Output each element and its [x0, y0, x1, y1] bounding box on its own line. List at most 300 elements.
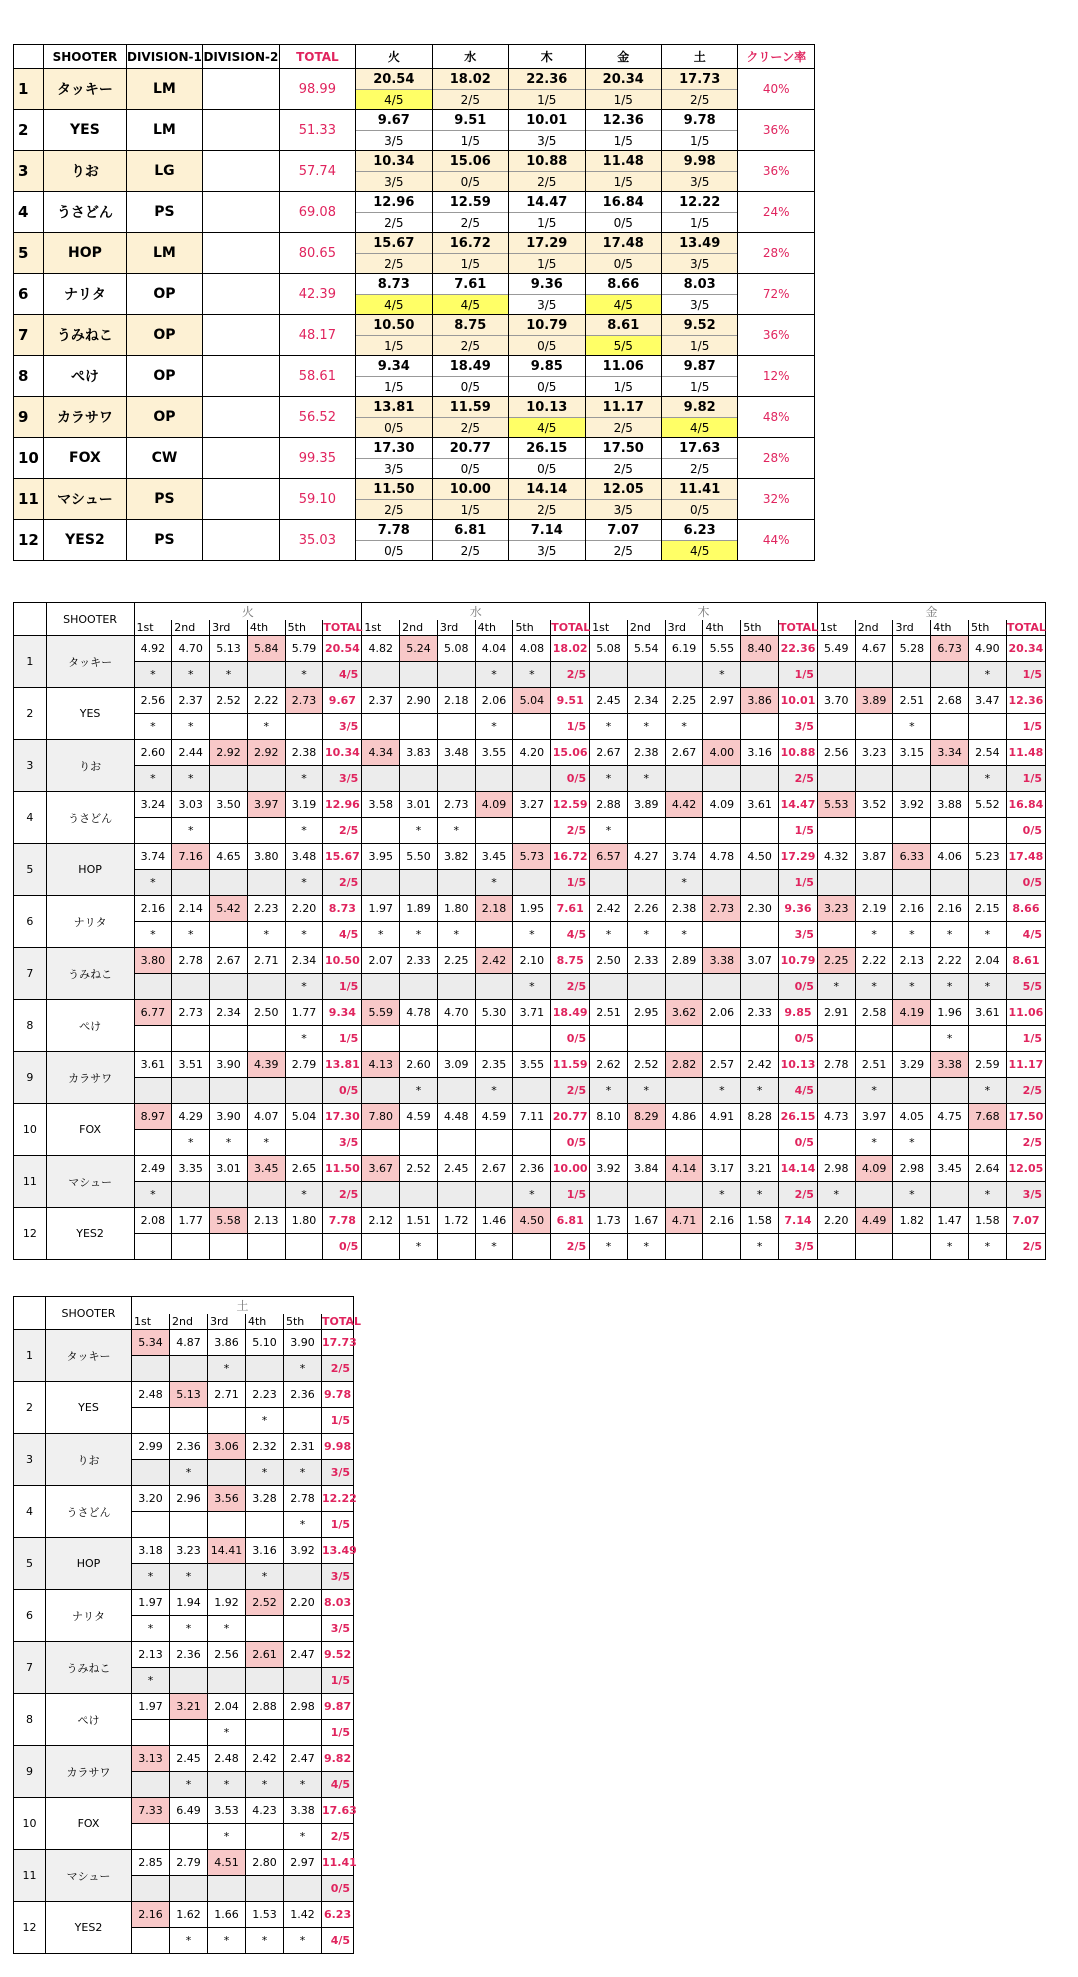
stage-time: 2.22: [247, 688, 285, 714]
stage-time: 2.34: [627, 688, 665, 714]
stage-clean-mark: [134, 818, 172, 844]
stage-time: 1.66: [208, 1902, 246, 1928]
stage-time: 4.86: [665, 1104, 703, 1130]
stage-clean-mark: [437, 974, 475, 1000]
day-clean: 3/5: [509, 131, 585, 151]
stage-clean-count: 2/5: [322, 1824, 354, 1850]
stage-clean-mark: [590, 870, 628, 896]
stage-clean-count: 1/5: [1006, 766, 1045, 792]
stage-time: 3.50: [210, 792, 248, 818]
stage-clean-mark: [475, 974, 513, 1000]
day-clean: 1/5: [585, 172, 661, 192]
stage-clean-mark: [741, 766, 779, 792]
stage-total-time: 7.07: [1006, 1208, 1045, 1234]
stage-clean-mark: *: [741, 1234, 779, 1260]
stage-time: 2.47: [284, 1642, 322, 1668]
stage-clean-mark: [246, 1512, 284, 1538]
stage-total-time: 20.77: [551, 1104, 590, 1130]
stage-label: 4th: [475, 620, 513, 636]
stage-clean-mark: *: [931, 1026, 969, 1052]
stage-clean-mark: *: [475, 714, 513, 740]
detail-rank: 4: [14, 1486, 46, 1538]
summary-row: [14, 438, 815, 459]
stage-clean-mark: *: [627, 714, 665, 740]
stage-clean-mark: [362, 1234, 400, 1260]
stage-clean-count: 2/5: [551, 1078, 590, 1104]
stage-clean-mark: [665, 662, 703, 688]
stage-time: 5.30: [475, 1000, 513, 1026]
stage-clean-mark: *: [969, 766, 1007, 792]
detail-row-times: [14, 844, 1046, 870]
stage-time: 3.88: [931, 792, 969, 818]
stage-clean-mark: *: [475, 662, 513, 688]
stage-time: 2.59: [969, 1052, 1007, 1078]
stage-time: 2.61: [246, 1642, 284, 1668]
stage-clean-count: 3/5: [779, 714, 818, 740]
stage-total-time: 8.66: [1006, 896, 1045, 922]
stage-time: 2.25: [665, 688, 703, 714]
detail-rank: 6: [14, 896, 47, 948]
stage-time: 5.28: [893, 636, 931, 662]
stage-time: 2.25: [437, 948, 475, 974]
stage-clean-mark: [362, 1026, 400, 1052]
stage-time: 4.14: [665, 1156, 703, 1182]
stage-clean-mark: *: [817, 1182, 855, 1208]
stage-time: 3.55: [475, 740, 513, 766]
stage-clean-mark: *: [627, 922, 665, 948]
stage-clean-mark: [931, 714, 969, 740]
day-clean: 4/5: [585, 295, 661, 315]
division-2: [203, 110, 279, 151]
rank: 6: [14, 274, 44, 315]
day-clean: 0/5: [509, 377, 585, 397]
stage-clean-mark: [362, 1078, 400, 1104]
detail-row-times: [14, 1590, 354, 1616]
detail-row-times: [14, 1382, 354, 1408]
stage-total-time: 9.85: [779, 1000, 818, 1026]
stage-time: 2.45: [437, 1156, 475, 1182]
stage-time: 1.67: [627, 1208, 665, 1234]
day-clean: 4/5: [356, 295, 432, 315]
detail-shooter-name: YES2: [46, 1208, 134, 1260]
day-clean: 2/5: [585, 541, 661, 561]
stage-time: 2.65: [285, 1156, 323, 1182]
day-clean: 2/5: [585, 418, 661, 438]
stage-clean-count: 2/5: [1006, 1234, 1045, 1260]
stage-time: 3.90: [210, 1052, 248, 1078]
stage-clean-mark: [247, 870, 285, 896]
day-clean: 1/5: [661, 131, 737, 151]
stage-time: 3.61: [741, 792, 779, 818]
stage-clean-mark: *: [208, 1616, 246, 1642]
summary-row: [14, 479, 815, 500]
stage-clean-mark: [475, 1182, 513, 1208]
stage-clean-count: 3/5: [779, 1234, 818, 1260]
stage-time: 4.42: [665, 792, 703, 818]
stage-time: 2.98: [284, 1694, 322, 1720]
detail-shooter-name: カラサワ: [46, 1746, 132, 1798]
stage-clean-mark: [855, 1026, 893, 1052]
stage-time: 5.13: [170, 1382, 208, 1408]
stage-time: 7.33: [132, 1798, 170, 1824]
stage-clean-mark: [665, 1130, 703, 1156]
stage-clean-count: 1/5: [323, 974, 362, 1000]
stage-clean-count: 2/5: [551, 974, 590, 1000]
detail-shooter-name: りお: [46, 1434, 132, 1486]
stage-clean-mark: *: [590, 766, 628, 792]
stage-time: 3.86: [741, 688, 779, 714]
stage-label: 5th: [285, 620, 323, 636]
stage-time: 1.97: [132, 1590, 170, 1616]
day-clean: 4/5: [509, 418, 585, 438]
stage-clean-mark: [855, 1234, 893, 1260]
stage-clean-mark: [170, 1720, 208, 1746]
division-1: OP: [126, 315, 202, 356]
detail-rank: 10: [14, 1798, 46, 1850]
stage-clean-mark: *: [247, 922, 285, 948]
stage-clean-mark: [513, 714, 551, 740]
stage-time: 2.73: [172, 1000, 210, 1026]
stage-clean-mark: *: [134, 870, 172, 896]
day-time: 9.82: [661, 397, 737, 418]
stage-time: 4.39: [247, 1052, 285, 1078]
stage-clean-mark: [247, 1078, 285, 1104]
detail-day-label: 金: [817, 603, 1045, 621]
summary-header-row: [14, 45, 815, 69]
stage-clean-mark: *: [400, 1078, 438, 1104]
total-time: 57.74: [279, 151, 355, 192]
stage-clean-mark: [400, 662, 438, 688]
stage-clean-mark: [475, 922, 513, 948]
day-time: 12.05: [585, 479, 661, 500]
detail-rank: 8: [14, 1694, 46, 1746]
rank: 8: [14, 356, 44, 397]
stage-time: 4.82: [362, 636, 400, 662]
stage-total-time: 17.29: [779, 844, 818, 870]
stage-clean-mark: *: [855, 922, 893, 948]
stage-clean-count: 1/5: [779, 870, 818, 896]
shooter-name: YES2: [44, 520, 127, 561]
stage-time: 3.71: [513, 1000, 551, 1026]
stage-label: 3rd: [210, 620, 248, 636]
stage-clean-mark: *: [893, 1130, 931, 1156]
stage-clean-count: 4/5: [322, 1772, 354, 1798]
stage-clean-mark: [741, 974, 779, 1000]
stage-clean-mark: [475, 1130, 513, 1156]
stage-clean-mark: [400, 766, 438, 792]
stage-time: 2.73: [703, 896, 741, 922]
stage-time: 3.86: [208, 1330, 246, 1356]
stage-label: 2nd: [627, 620, 665, 636]
day-time: 12.96: [356, 192, 432, 213]
detail-row-times: [14, 896, 1046, 922]
stage-total-time: 7.78: [323, 1208, 362, 1234]
stage-clean-mark: [437, 1078, 475, 1104]
stage-clean-count: 0/5: [1006, 818, 1045, 844]
stage-time: 2.33: [627, 948, 665, 974]
stage-clean-count: 3/5: [1006, 1182, 1045, 1208]
day-clean: 1/5: [661, 336, 737, 356]
stage-time: 4.67: [855, 636, 893, 662]
stage-clean-mark: [437, 1182, 475, 1208]
detail-day-label: 水: [362, 603, 590, 621]
day-clean: 2/5: [585, 459, 661, 479]
stage-clean-mark: *: [210, 1130, 248, 1156]
stage-total-time: 11.59: [551, 1052, 590, 1078]
stage-clean-mark: *: [170, 1564, 208, 1590]
stage-clean-mark: [893, 1026, 931, 1052]
stage-clean-mark: [665, 818, 703, 844]
stage-time: 3.45: [247, 1156, 285, 1182]
stage-clean-count: 0/5: [779, 1026, 818, 1052]
stage-time: 8.28: [741, 1104, 779, 1130]
day-time: 14.47: [509, 192, 585, 213]
stage-clean-mark: *: [400, 922, 438, 948]
stage-time: 3.92: [284, 1538, 322, 1564]
stage-time: 1.97: [132, 1694, 170, 1720]
stage-time: 3.17: [703, 1156, 741, 1182]
stage-clean-mark: [969, 1130, 1007, 1156]
stage-time: 2.49: [134, 1156, 172, 1182]
day-time: 7.78: [356, 520, 432, 541]
clean-rate: 36%: [738, 315, 815, 356]
detail-rank: 5: [14, 1538, 46, 1590]
stage-clean-mark: *: [210, 662, 248, 688]
day-clean: 1/5: [509, 213, 585, 233]
stage-clean-mark: *: [285, 870, 323, 896]
stage-time: 4.48: [437, 1104, 475, 1130]
header-shooter: SHOOTER: [44, 45, 127, 69]
stage-clean-mark: *: [590, 818, 628, 844]
stage-clean-mark: [855, 870, 893, 896]
stage-clean-count: 1/5: [322, 1720, 354, 1746]
stage-time: 3.23: [170, 1538, 208, 1564]
stage-clean-mark: [210, 818, 248, 844]
detail-rank: 2: [14, 1382, 46, 1434]
stage-clean-mark: [134, 1234, 172, 1260]
stage-clean-mark: *: [513, 662, 551, 688]
stage-clean-count: 2/5: [323, 1182, 362, 1208]
stage-time: 2.22: [931, 948, 969, 974]
stage-clean-mark: *: [590, 1078, 628, 1104]
clean-rate: 24%: [738, 192, 815, 233]
rank: 1: [14, 69, 44, 110]
stage-total-time: 12.59: [551, 792, 590, 818]
stage-label: TOTAL: [779, 621, 819, 634]
stage-clean-mark: *: [590, 922, 628, 948]
day-time: 10.79: [509, 315, 585, 336]
stage-time: 2.42: [590, 896, 628, 922]
stage-clean-mark: [475, 766, 513, 792]
day-clean: 0/5: [432, 459, 508, 479]
stage-clean-count: 2/5: [322, 1356, 354, 1382]
stage-time: 5.04: [285, 1104, 323, 1130]
stage-time: 2.20: [285, 896, 323, 922]
stage-time: 4.50: [513, 1208, 551, 1234]
stage-time: 8.40: [741, 636, 779, 662]
stage-clean-mark: *: [284, 1356, 322, 1382]
stage-clean-count: 5/5: [1006, 974, 1045, 1000]
stage-clean-mark: [703, 1130, 741, 1156]
stage-time: 1.94: [170, 1590, 208, 1616]
clean-rate: 36%: [738, 151, 815, 192]
stage-time: 5.08: [590, 636, 628, 662]
stage-time: 2.16: [931, 896, 969, 922]
stage-clean-mark: [475, 818, 513, 844]
stage-clean-mark: *: [134, 714, 172, 740]
stage-clean-mark: *: [246, 1928, 284, 1954]
day-clean: 3/5: [356, 131, 432, 151]
stage-time: 2.50: [247, 1000, 285, 1026]
detail-rank: 11: [14, 1850, 46, 1902]
stage-clean-mark: [703, 974, 741, 1000]
stage-total-time: 11.41: [322, 1850, 354, 1876]
stage-clean-mark: [362, 714, 400, 740]
stage-time: 1.80: [437, 896, 475, 922]
stage-time: 2.56: [208, 1642, 246, 1668]
stage-time: 2.36: [170, 1434, 208, 1460]
shooter-name: カラサワ: [44, 397, 127, 438]
stage-clean-mark: *: [285, 1026, 323, 1052]
day-clean: 2/5: [432, 336, 508, 356]
stage-clean-mark: [627, 662, 665, 688]
stage-time: 4.65: [210, 844, 248, 870]
stage-time: 5.79: [285, 636, 323, 662]
stage-time: 1.77: [172, 1208, 210, 1234]
stage-time: 3.47: [969, 688, 1007, 714]
stage-time: 2.45: [170, 1746, 208, 1772]
detail-day-header-row: [14, 603, 1046, 621]
stage-clean-mark: [855, 818, 893, 844]
rank: 11: [14, 479, 44, 520]
rank: 5: [14, 233, 44, 274]
detail-table-saturday: [13, 1296, 362, 1954]
stage-total-time: 13.81: [323, 1052, 362, 1078]
day-clean: 4/5: [432, 295, 508, 315]
stage-clean-mark: *: [170, 1460, 208, 1486]
day-clean: 3/5: [661, 295, 737, 315]
detail-row-times: [14, 1538, 354, 1564]
rank: 4: [14, 192, 44, 233]
stage-time: 2.95: [627, 1000, 665, 1026]
stage-time: 3.15: [893, 740, 931, 766]
stage-clean-mark: [362, 1182, 400, 1208]
stage-clean-mark: *: [627, 766, 665, 792]
stage-clean-mark: *: [665, 922, 703, 948]
stage-clean-mark: *: [741, 1182, 779, 1208]
stage-clean-mark: [284, 1564, 322, 1590]
stage-clean-mark: [210, 1182, 248, 1208]
stage-time: 2.56: [134, 688, 172, 714]
stage-clean-mark: [931, 818, 969, 844]
day-time: 11.50: [356, 479, 432, 500]
stage-total-time: 11.17: [1006, 1052, 1045, 1078]
stage-clean-mark: [665, 974, 703, 1000]
detail-rank: 3: [14, 1434, 46, 1486]
stage-clean-mark: [627, 974, 665, 1000]
stage-clean-count: 2/5: [1006, 1078, 1045, 1104]
stage-time: 2.71: [208, 1382, 246, 1408]
stage-time: 2.68: [931, 688, 969, 714]
stage-time: 4.59: [475, 1104, 513, 1130]
division-2: [203, 151, 279, 192]
stage-total-time: 10.01: [779, 688, 818, 714]
stage-time: 5.10: [246, 1330, 284, 1356]
detail-rank: 7: [14, 1642, 46, 1694]
stage-label: 2nd: [170, 1314, 208, 1330]
stage-time: 2.22: [855, 948, 893, 974]
stage-clean-mark: *: [665, 870, 703, 896]
stage-clean-mark: [132, 1876, 170, 1902]
stage-time: 2.36: [284, 1382, 322, 1408]
stage-clean-mark: *: [400, 1234, 438, 1260]
total-time: 80.65: [279, 233, 355, 274]
stage-time: 1.62: [170, 1902, 208, 1928]
stage-time: 4.20: [513, 740, 551, 766]
shooter-name: うさどん: [44, 192, 127, 233]
stage-clean-count: 2/5: [551, 662, 590, 688]
total-time: 59.10: [279, 479, 355, 520]
division-1: LG: [126, 151, 202, 192]
stage-clean-mark: [627, 1026, 665, 1052]
total-time: 58.61: [279, 356, 355, 397]
stage-clean-mark: [172, 870, 210, 896]
stage-time: 5.84: [247, 636, 285, 662]
stage-clean-mark: [931, 1078, 969, 1104]
stage-clean-mark: *: [246, 1460, 284, 1486]
stage-clean-mark: *: [703, 1182, 741, 1208]
detail-day-header-row: [14, 1297, 354, 1315]
detail-row-times: [14, 1746, 354, 1772]
stage-clean-count: 2/5: [551, 1234, 590, 1260]
stage-label: TOTAL: [1006, 621, 1046, 634]
stage-time: 2.38: [285, 740, 323, 766]
stage-time: 2.14: [172, 896, 210, 922]
stage-time: 1.89: [400, 896, 438, 922]
day-time: 11.17: [585, 397, 661, 418]
day-clean: 2/5: [432, 213, 508, 233]
stage-clean-mark: *: [475, 870, 513, 896]
stage-total-time: 9.51: [551, 688, 590, 714]
stage-total-time: 7.61: [551, 896, 590, 922]
summary-row: [14, 274, 815, 295]
stage-time: 1.47: [931, 1208, 969, 1234]
stage-time: 2.10: [513, 948, 551, 974]
stage-clean-mark: [247, 662, 285, 688]
stage-clean-mark: [513, 1078, 551, 1104]
detail-row-cleans: [14, 974, 1046, 1000]
day-time: 11.48: [585, 151, 661, 172]
stage-time: 2.20: [817, 1208, 855, 1234]
stage-clean-mark: [362, 1130, 400, 1156]
stage-time: 3.34: [931, 740, 969, 766]
stage-clean-mark: [703, 1234, 741, 1260]
stage-time: 2.32: [246, 1434, 284, 1460]
stage-clean-count: 1/5: [1006, 1026, 1045, 1052]
stage-time: 2.23: [247, 896, 285, 922]
stage-total-time: 10.13: [779, 1052, 818, 1078]
stage-clean-mark: [362, 766, 400, 792]
stage-total-time: 10.00: [551, 1156, 590, 1182]
stage-clean-mark: *: [400, 818, 438, 844]
stage-time: 1.46: [475, 1208, 513, 1234]
stage-clean-mark: [703, 766, 741, 792]
day-clean: 4/5: [661, 418, 737, 438]
stage-clean-mark: [855, 766, 893, 792]
stage-clean-count: 4/5: [1006, 922, 1045, 948]
stage-clean-mark: [969, 818, 1007, 844]
stage-clean-mark: [665, 1078, 703, 1104]
